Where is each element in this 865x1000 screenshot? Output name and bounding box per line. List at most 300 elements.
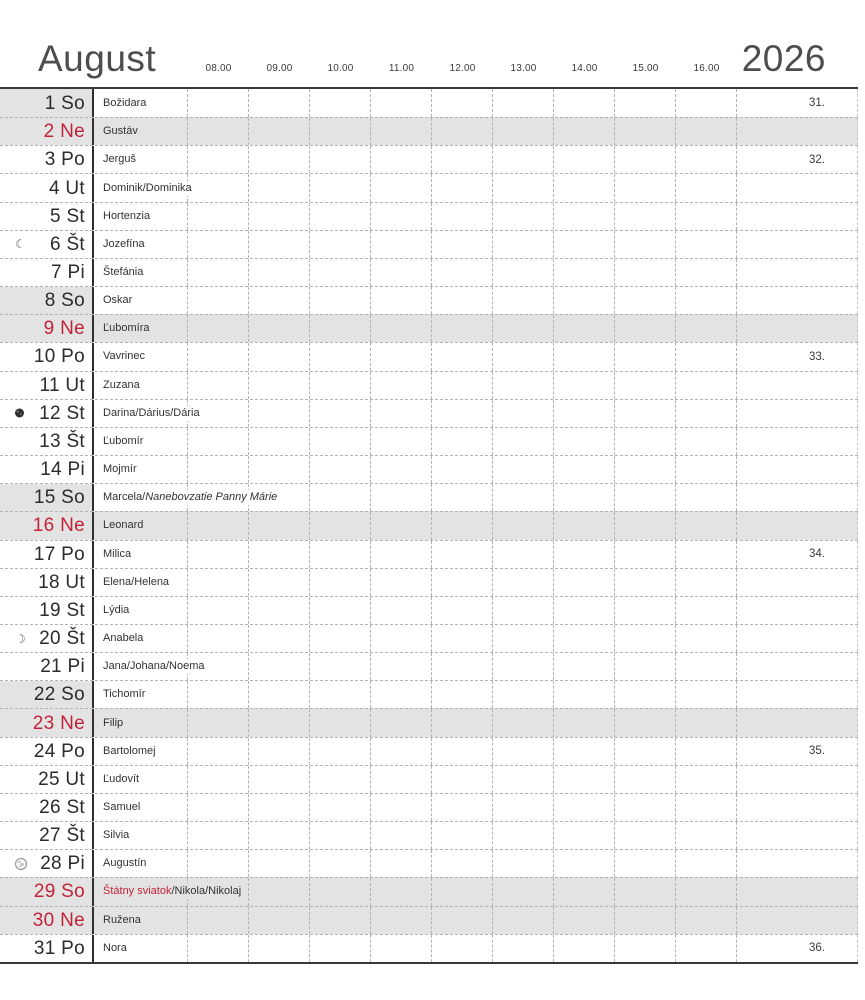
- hour-cell: [371, 709, 432, 736]
- hour-cell: [188, 681, 249, 708]
- week-number-cell: [737, 794, 858, 821]
- day-row: [0, 765, 858, 793]
- day-number-cell: [0, 512, 94, 539]
- hour-cell: [371, 569, 432, 596]
- hour-cell: [249, 935, 310, 962]
- hour-cell: [188, 343, 249, 370]
- hour-cell: [249, 456, 310, 483]
- week-number-cell: [737, 681, 858, 708]
- hour-cell: [371, 146, 432, 173]
- hour-cell: [188, 259, 249, 286]
- day-row: [0, 399, 858, 427]
- month-title: August: [38, 38, 157, 79]
- hour-cell: [615, 541, 676, 568]
- hour-cell: [493, 231, 554, 258]
- day-label: 31 Po: [33, 937, 85, 959]
- hour-cell: [249, 315, 310, 342]
- day-row: [0, 427, 858, 455]
- nameday-cell: [94, 878, 242, 905]
- hour-cell: [310, 709, 371, 736]
- week-number-cell: [737, 766, 858, 793]
- hour-cell: [432, 259, 493, 286]
- nameday-segment: Darina/Dárius/Dária: [103, 406, 200, 419]
- hour-cell: [432, 343, 493, 370]
- day-row: [0, 202, 858, 230]
- nameday-label: [103, 659, 208, 674]
- hour-cell: [493, 428, 554, 455]
- hour-cell: [249, 878, 310, 905]
- hour-cell: [310, 512, 371, 539]
- hour-cell: [554, 681, 615, 708]
- day-label: 27 Št: [39, 825, 85, 847]
- nameday-label: [103, 96, 149, 111]
- time-label: 12.00: [449, 63, 476, 74]
- day-number-cell: [0, 541, 94, 568]
- nameday-segment: Nanebovzatie Panny Márie: [145, 491, 278, 504]
- day-number-cell: [0, 794, 94, 821]
- day-number-cell: [0, 709, 94, 736]
- time-label: 16.00: [693, 63, 720, 74]
- hour-cell: [554, 456, 615, 483]
- day-label: 1 So: [44, 92, 85, 114]
- nameday-segment: Filip: [103, 716, 124, 729]
- hour-cell: [615, 259, 676, 286]
- day-number-cell: [0, 146, 94, 173]
- hour-cell: [310, 625, 371, 652]
- nameday-segment: Silvia: [103, 829, 130, 842]
- week-number-cell: [737, 625, 858, 652]
- day-number-cell: [0, 935, 94, 962]
- hour-cell: [188, 597, 249, 624]
- day-number-cell: [0, 343, 94, 370]
- nameday-label: [103, 237, 148, 252]
- hour-cell: [554, 597, 615, 624]
- hour-cell: [615, 625, 676, 652]
- day-row: [0, 455, 858, 483]
- hour-cell: [432, 484, 493, 511]
- hour-cell: [249, 709, 310, 736]
- hour-cell: [493, 541, 554, 568]
- nameday-cell: [94, 456, 188, 483]
- nameday-cell: [94, 372, 188, 399]
- day-number-cell: [0, 597, 94, 624]
- hour-cell: [310, 935, 371, 962]
- time-header: [188, 63, 737, 74]
- day-label: 12 St: [39, 402, 85, 424]
- nameday-label: [103, 349, 148, 364]
- week-number-label: 34.: [809, 548, 825, 561]
- hour-cell: [310, 541, 371, 568]
- hour-cell: [432, 569, 493, 596]
- hour-cell: [493, 850, 554, 877]
- hour-cell: [188, 766, 249, 793]
- hour-cell: [310, 850, 371, 877]
- hour-cell: [371, 372, 432, 399]
- hour-cell: [554, 569, 615, 596]
- hour-cell: [554, 822, 615, 849]
- hour-cell: [310, 315, 371, 342]
- day-label: 28 Pi: [40, 853, 85, 875]
- hour-cell: [249, 541, 310, 568]
- hour-cell: [676, 569, 737, 596]
- hour-cell: [432, 428, 493, 455]
- hour-cell: [676, 907, 737, 934]
- nameday-segment: /Nikola/Nikolaj: [171, 885, 242, 898]
- hour-cell: [310, 681, 371, 708]
- hour-cell: [554, 400, 615, 427]
- hour-cell: [310, 372, 371, 399]
- day-label: 2 Ne: [43, 121, 85, 143]
- nameday-segment: Nora: [103, 941, 127, 954]
- hour-cell: [493, 738, 554, 765]
- nameday-cell: [94, 541, 188, 568]
- hour-cell: [432, 625, 493, 652]
- day-row: [0, 286, 858, 314]
- hour-cell: [188, 146, 249, 173]
- day-number-cell: [0, 174, 94, 201]
- hour-cell: [188, 569, 249, 596]
- day-row: [0, 680, 858, 708]
- day-number-cell: [0, 456, 94, 483]
- nameday-cell: [94, 174, 192, 201]
- hour-cell: [188, 625, 249, 652]
- hour-cell: [676, 935, 737, 962]
- day-number-cell: [0, 315, 94, 342]
- hour-cell: [615, 878, 676, 905]
- nameday-label: [103, 209, 153, 224]
- day-number-cell: [0, 231, 94, 258]
- day-number-cell: [0, 428, 94, 455]
- nameday-segment: Ľubomír: [103, 434, 144, 447]
- hour-cell: [676, 315, 737, 342]
- hour-cell: [554, 541, 615, 568]
- hour-cell: [188, 118, 249, 145]
- week-number-cell: [737, 315, 858, 342]
- hour-cell: [371, 456, 432, 483]
- nameday-label: [103, 716, 126, 731]
- nameday-segment: Ľudovít: [103, 772, 140, 785]
- hour-cell: [371, 231, 432, 258]
- hour-cell: [493, 259, 554, 286]
- hour-cell: [249, 822, 310, 849]
- nameday-label: [103, 575, 172, 590]
- day-label: 11 Ut: [39, 374, 85, 396]
- hour-cell: [310, 428, 371, 455]
- hour-cell: [249, 231, 310, 258]
- nameday-cell: [94, 484, 278, 511]
- hour-cell: [249, 625, 310, 652]
- hour-cell: [432, 822, 493, 849]
- day-row: [0, 258, 858, 286]
- hour-cell: [615, 231, 676, 258]
- hour-cell: [188, 287, 249, 314]
- hour-cell: [615, 400, 676, 427]
- first-quarter-moon-icon: ☽: [15, 631, 26, 646]
- hour-cell: [249, 343, 310, 370]
- hour-cell: [554, 203, 615, 230]
- nameday-label: [103, 772, 142, 787]
- day-label: 9 Ne: [43, 318, 85, 340]
- hour-cell: [676, 709, 737, 736]
- hour-cell: [493, 400, 554, 427]
- week-number-cell: [737, 174, 858, 201]
- hour-cell: [493, 625, 554, 652]
- hour-cell: [615, 428, 676, 455]
- hour-cell: [676, 512, 737, 539]
- hour-cell: [554, 315, 615, 342]
- week-number-cell: [737, 878, 858, 905]
- hour-cell: [371, 625, 432, 652]
- hour-cell: [249, 512, 310, 539]
- hour-cell: [188, 428, 249, 455]
- day-label: 3 Po: [44, 149, 85, 171]
- hour-cell: [432, 935, 493, 962]
- nameday-segment: Jana/Johana/Noema: [103, 660, 205, 673]
- hour-cell: [615, 794, 676, 821]
- hour-cell: [432, 653, 493, 680]
- nameday-label: [103, 490, 280, 505]
- day-number-cell: [0, 569, 94, 596]
- nameday-segment: Jerguš: [103, 153, 137, 166]
- day-number-cell: [0, 653, 94, 680]
- hour-cell: [554, 794, 615, 821]
- hour-cell: [676, 372, 737, 399]
- nameday-segment: Štefánia: [103, 266, 144, 279]
- hour-cell: [676, 287, 737, 314]
- calendar-grid: [0, 87, 858, 964]
- new-moon-icon: [15, 409, 24, 418]
- hour-cell: [188, 738, 249, 765]
- day-label: 21 Pi: [40, 656, 85, 678]
- week-number-cell: [737, 89, 858, 117]
- day-label: 22 So: [33, 684, 85, 706]
- day-number-cell: [0, 738, 94, 765]
- week-number-cell: [737, 203, 858, 230]
- week-number-cell: [737, 653, 858, 680]
- nameday-label: [103, 406, 203, 421]
- hour-cell: [554, 709, 615, 736]
- hour-cell: [432, 287, 493, 314]
- hour-cell: [432, 146, 493, 173]
- day-number-cell: [0, 372, 94, 399]
- nameday-segment: Dominik/Dominika: [103, 181, 192, 194]
- hour-cell: [249, 907, 310, 934]
- hour-cell: [371, 512, 432, 539]
- nameday-segment: Zuzana: [103, 378, 140, 391]
- hour-cell: [188, 850, 249, 877]
- day-label: 14 Pi: [40, 459, 85, 481]
- hour-cell: [676, 203, 737, 230]
- hour-cell: [249, 89, 310, 117]
- nameday-segment: Leonard: [103, 519, 144, 532]
- hour-cell: [371, 850, 432, 877]
- nameday-segment: Tichomír: [103, 688, 146, 701]
- hour-cell: [371, 653, 432, 680]
- nameday-segment: Marcela/: [103, 491, 146, 504]
- week-number-cell: [737, 231, 858, 258]
- hour-cell: [554, 766, 615, 793]
- hour-cell: [676, 400, 737, 427]
- hour-cell: [432, 512, 493, 539]
- full-moon-icon: [15, 858, 27, 870]
- day-number-cell: [0, 625, 94, 652]
- nameday-segment: Ľubomíra: [103, 322, 150, 335]
- hour-cell: [249, 569, 310, 596]
- hour-cell: [493, 343, 554, 370]
- hour-cell: [493, 822, 554, 849]
- hour-cell: [310, 456, 371, 483]
- nameday-cell: [94, 89, 188, 117]
- week-number-cell: [737, 146, 858, 173]
- nameday-segment: Elena/Helena: [103, 575, 170, 588]
- hour-cell: [676, 456, 737, 483]
- nameday-label: [103, 603, 132, 618]
- nameday-segment: Hortenzia: [103, 209, 151, 222]
- hour-cell: [371, 259, 432, 286]
- hour-cell: [493, 935, 554, 962]
- hour-cell: [615, 597, 676, 624]
- hour-cell: [249, 794, 310, 821]
- week-number-cell: [737, 709, 858, 736]
- day-number-cell: [0, 203, 94, 230]
- last-quarter-moon-icon: ☾: [15, 237, 26, 252]
- hour-cell: [676, 146, 737, 173]
- week-number-cell: [737, 343, 858, 370]
- hour-cell: [493, 456, 554, 483]
- nameday-cell: [94, 625, 188, 652]
- hour-cell: [615, 315, 676, 342]
- day-label: 7 Pi: [51, 262, 85, 284]
- day-label: 19 St: [39, 599, 85, 621]
- nameday-label: [103, 800, 143, 815]
- day-label: 10 Po: [33, 346, 85, 368]
- week-number-cell: [737, 400, 858, 427]
- hour-cell: [615, 146, 676, 173]
- hour-cell: [249, 850, 310, 877]
- week-number-cell: [737, 456, 858, 483]
- nameday-label: [103, 181, 195, 196]
- nameday-cell: [94, 653, 205, 680]
- hour-cell: [493, 907, 554, 934]
- hour-cell: [615, 681, 676, 708]
- nameday-segment: Augustín: [103, 857, 147, 870]
- nameday-label: [103, 941, 130, 956]
- day-row: [0, 230, 858, 258]
- hour-cell: [615, 456, 676, 483]
- hour-cell: [493, 174, 554, 201]
- hour-cell: [554, 878, 615, 905]
- nameday-cell: [94, 569, 188, 596]
- hour-cell: [676, 878, 737, 905]
- day-label: 24 Po: [33, 740, 85, 762]
- hour-cell: [676, 541, 737, 568]
- week-number-label: 36.: [809, 942, 825, 955]
- time-label: 08.00: [205, 63, 232, 74]
- week-number-cell: [737, 822, 858, 849]
- hour-cell: [249, 597, 310, 624]
- hour-cell: [554, 907, 615, 934]
- nameday-segment: Samuel: [103, 800, 141, 813]
- day-row: [0, 906, 858, 934]
- nameday-cell: [94, 428, 188, 455]
- hour-cell: [493, 766, 554, 793]
- day-label: 29 So: [33, 881, 85, 903]
- hour-cell: [554, 174, 615, 201]
- day-number-cell: [0, 681, 94, 708]
- nameday-label: [103, 518, 146, 533]
- nameday-label: [103, 856, 149, 871]
- hour-cell: [493, 597, 554, 624]
- hour-cell: [554, 231, 615, 258]
- day-row: [0, 540, 858, 568]
- hour-cell: [554, 146, 615, 173]
- nameday-cell: [94, 766, 188, 793]
- day-row: [0, 342, 858, 370]
- hour-cell: [615, 512, 676, 539]
- day-row: [0, 821, 858, 849]
- week-number-cell: [737, 569, 858, 596]
- hour-cell: [432, 372, 493, 399]
- hour-cell: [676, 681, 737, 708]
- nameday-segment: Gustáv: [103, 125, 138, 138]
- hour-cell: [310, 907, 371, 934]
- hour-cell: [493, 878, 554, 905]
- hour-cell: [432, 231, 493, 258]
- hour-cell: [493, 709, 554, 736]
- nameday-cell: [94, 709, 188, 736]
- hour-cell: [554, 287, 615, 314]
- hour-cell: [554, 653, 615, 680]
- day-label: 30 Ne: [32, 909, 85, 931]
- hour-cell: [371, 118, 432, 145]
- week-number-cell: [737, 287, 858, 314]
- nameday-segment: Božidara: [103, 96, 147, 109]
- hour-cell: [310, 766, 371, 793]
- day-row: [0, 934, 858, 962]
- day-row: [0, 849, 858, 877]
- hour-cell: [310, 259, 371, 286]
- hour-cell: [432, 850, 493, 877]
- hour-cell: [554, 343, 615, 370]
- hour-cell: [310, 653, 371, 680]
- hour-cell: [371, 766, 432, 793]
- nameday-label: [103, 378, 143, 393]
- hour-cell: [310, 287, 371, 314]
- day-row: [0, 117, 858, 145]
- day-number-cell: [0, 287, 94, 314]
- hour-cell: [371, 315, 432, 342]
- week-number-cell: [737, 259, 858, 286]
- hour-cell: [310, 89, 371, 117]
- day-row: [0, 145, 858, 173]
- hour-cell: [432, 878, 493, 905]
- hour-cell: [188, 203, 249, 230]
- day-row: [0, 708, 858, 736]
- time-label: 09.00: [266, 63, 293, 74]
- hour-cell: [310, 174, 371, 201]
- hour-cell: [249, 118, 310, 145]
- hour-cell: [371, 541, 432, 568]
- hour-cell: [493, 89, 554, 117]
- week-number-cell: [737, 512, 858, 539]
- day-label: 25 Ut: [38, 768, 85, 790]
- day-number-cell: [0, 118, 94, 145]
- hour-cell: [554, 259, 615, 286]
- nameday-label: [103, 547, 134, 562]
- nameday-segment: Jozefína: [103, 237, 145, 250]
- nameday-segment: Vavrinec: [103, 350, 145, 363]
- hour-cell: [371, 89, 432, 117]
